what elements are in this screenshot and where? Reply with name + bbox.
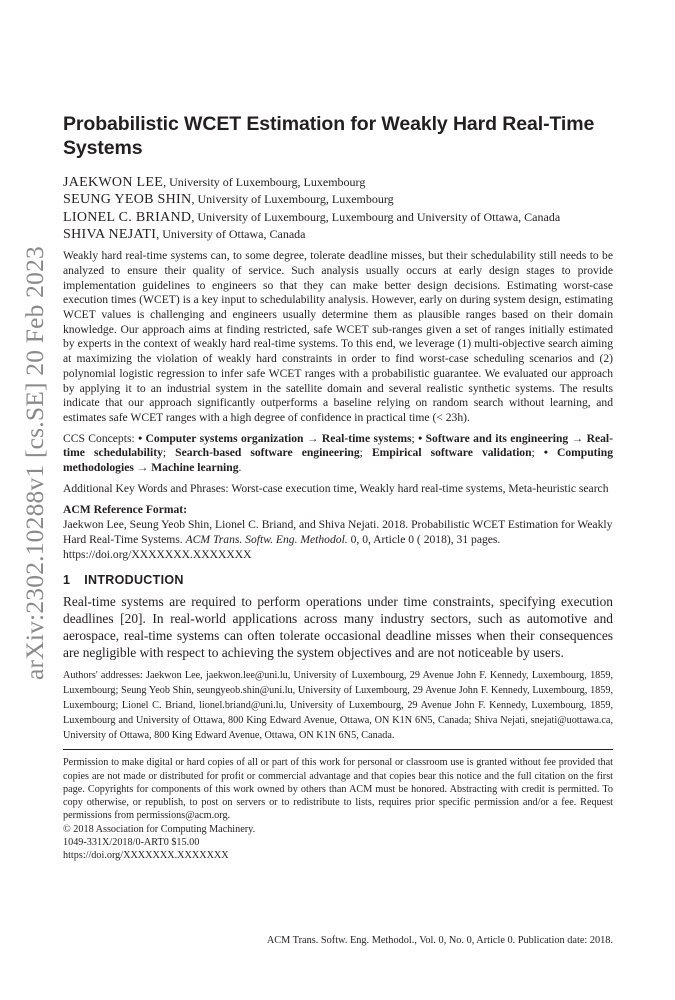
author-entry (63, 191, 613, 208)
ccs-concepts (63, 432, 613, 476)
paper-title: Probabilistic WCET Estimation for Weakly Hard Real-Time Systems (63, 113, 595, 159)
intro-paragraph: Real-time systems are required to perform operations under time constraints, specifying execution deadlines [20]. In real-world applications across many industry sectors, such as automotive and aerospace, real-time systems can often tolerate occasional deadline misses when their consequences are negligible with respect to achieving the system objectives and are not noticeable by users. (63, 593, 613, 661)
author-entry (63, 209, 613, 226)
paper-first-page (63, 112, 613, 863)
page-footer: ACM Trans. Softw. Eng. Methodol., Vol. 0, No. 0, Article 0. Publication date: 2018. (266, 935, 613, 946)
reference-text (63, 518, 613, 562)
section-heading (63, 573, 613, 587)
author-name: SHIVA NEJATI (63, 226, 157, 242)
author-entry (63, 226, 613, 243)
keywords: Additional Key Words and Phrases: Worst-case execution time, Weakly hard real-time systems, Meta-heuristic search (63, 481, 609, 495)
ccs-separator: ; (411, 431, 419, 445)
author-name: LIONEL C. BRIAND (63, 209, 192, 225)
ccs-separator: ; (162, 446, 176, 460)
copyright-line: © 2018 Association for Computing Machinery. (63, 823, 256, 835)
author-affiliation: , University of Luxembourg, Luxembourg (163, 175, 366, 189)
section-title: INTRODUCTION (84, 572, 184, 587)
author-name: JAEKWON LEE (63, 175, 164, 190)
reference-journal: ACM Trans. Softw. Eng. Methodol. (185, 533, 348, 547)
author-list (63, 174, 613, 243)
doi-line: https://doi.org/XXXXXXX.XXXXXXX (63, 850, 229, 862)
ccs-concept: Search-based software engineering (175, 446, 360, 460)
ccs-concept: • Computer systems organization → Real-time systems (138, 431, 412, 445)
author-affiliation: , University of Luxembourg, Luxembourg and University of Ottawa, Canada (191, 209, 561, 224)
author-name: SEUNG YEOB SHIN (63, 192, 192, 208)
reference-part: 0, 0, Article 0 ( 2018), 31 pages. https://doi.org/XXXXXXX.XXXXXXX (63, 533, 501, 561)
author-entry (63, 174, 613, 191)
divider (63, 749, 613, 750)
arxiv-stamp: arXiv:2302.10288v1 [cs.SE] 20 Feb 2023 (20, 246, 49, 680)
author-affiliation: , University of Ottawa, Canada (156, 226, 306, 241)
ccs-concept: • Software and its engineering → Real-time schedulability (63, 431, 613, 460)
reference-heading: ACM Reference Format: (63, 503, 188, 517)
author-affiliation: , University of Luxembourg, Luxembourg (191, 192, 394, 207)
ccs-lead: CCS Concepts: (63, 431, 139, 445)
ccs-concept: Empirical software validation (371, 446, 532, 460)
ccs-concept: • Computing methodologies → Machine learning (63, 446, 613, 475)
ccs-separator: . (238, 461, 242, 475)
reference-part: Jaekwon Lee, Seung Yeob Shin, Lionel C. Briand, and Shiva Nejati. 2018. Probabilistic WCET Estimation for Weakly Hard Real-Time Systems. (63, 518, 613, 547)
ccs-separator: ; (531, 446, 544, 460)
abstract: Weakly hard real-time systems can, to some degree, tolerate deadline misses, but their schedulability still needs to be analyzed to ensure their quality of service. Such analysis usually occurs at early design stages to provide implementation guidelines to engineers so that they can make better design decisions. Estimating worst-case execution times (WCET) is a key input to schedulability analysis. However, early on during system design, estimating WCET values is challenging and engineers usually determine them as plausible ranges based on their domain knowledge. Our approach aims at finding restricted, safe WCET sub-ranges given a set of ranges initially estimated by experts in the context of weakly hard real-time systems. To this end, we leverage (1) multi-objective search aiming at maximizing the violation of weakly hard constraints in order to find worst-case scheduling scenarios and (2) polynomial logistic regression to infer safe WCET ranges with a probabilistic guarantee. We evaluated our approach by applying it to an industrial system in the satellite domain and several realistic synthetic systems. The results indicate that our approach significantly outperforms a baseline relying on random search without learning, and estimates safe WCET ranges with a high degree of confidence in practical time (< 23h). (63, 249, 613, 424)
section-number: 1 (63, 572, 71, 587)
issn-line: 1049-331X/2018/0-ART0 $15.00 (63, 836, 200, 848)
ccs-separator: ; (359, 446, 372, 460)
permission-notice: Permission to make digital or hard copies of all or part of this work for personal or classroom use is granted without fee provided that copies are not made or distributed for profit or commercial advantage and that copies bear this notice and the full citation on the first page. Copyrights for components of this work owned by others than ACM must be honored. Abstracting with credit is permitted. To copy otherwise, or republish, to post on servers or to redistribute to lists, requires prior specific permission and/or a fee. Request permissions from permissions@acm.org. (63, 757, 613, 822)
author-addresses: Authors' addresses: Jaekwon Lee, jaekwon.lee@uni.lu, University of Luxembourg, 29 Avenue John F. Kennedy, Luxembourg, 1859, Luxembourg; Seung Yeob Shin, seungyeob.shin@uni.lu, University of Luxembourg, 29 Avenue John F. Kennedy, Luxembourg, 1859, Luxembourg; Lionel C. Briand, lionel.briand@uni.lu, University of Luxembourg, 29 Avenue John F. Kennedy, Luxembourg, 1859, Luxembourg and University of Ottawa, 800 King Edward Avenue, Ottawa, ON K1N 6N5, Canada; Shiva Nejati, snejati@uottawa.ca, University of Ottawa, 800 King Edward Avenue, Ottawa, ON K1N 6N5, Canada. (63, 669, 613, 742)
